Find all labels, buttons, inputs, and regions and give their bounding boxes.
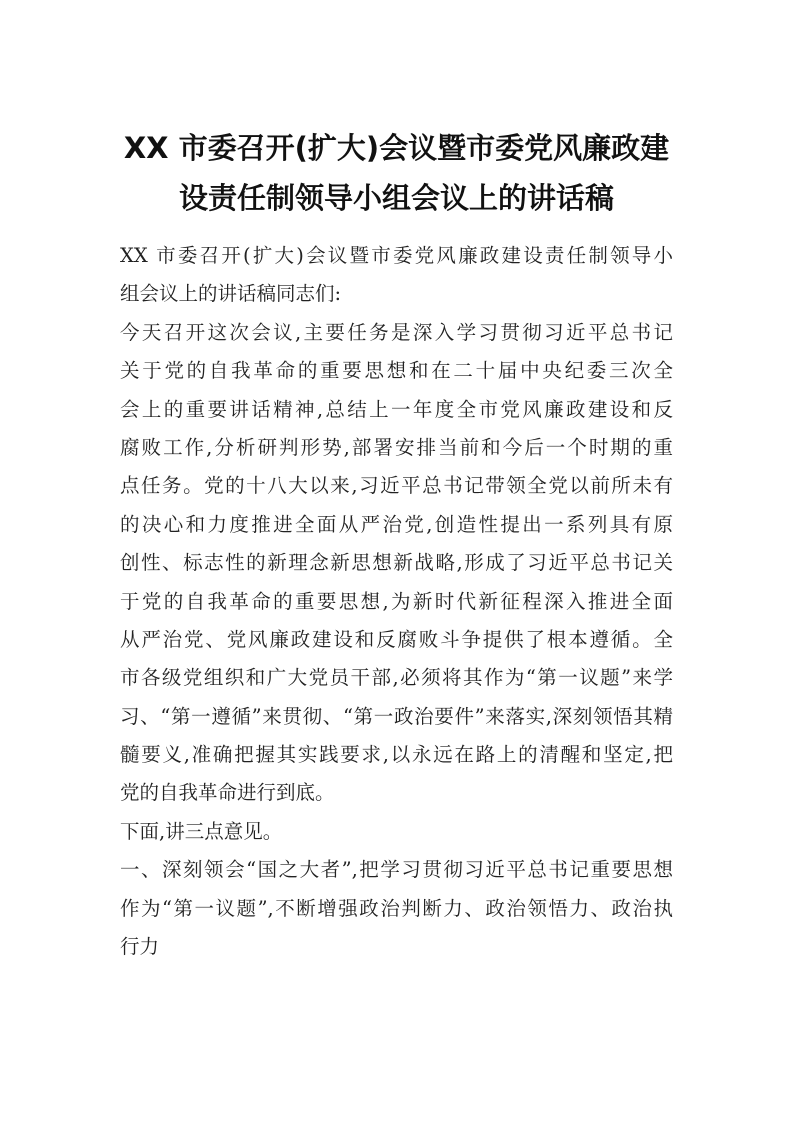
body-line: 今天召开这次会议,主要任务是深入学习贯彻习近平总书记: [120, 320, 673, 344]
body-line: 创性、标志性的新理念新思想新战略,形成了习近平总书记关: [120, 551, 673, 575]
body-line: XX 市委召开(扩大)会议暨市委党风廉政建设责任制领导小: [120, 244, 673, 267]
body-line: 髓要义,准确把握其实践要求,以永远在路上的清醒和坚定,把: [120, 743, 673, 767]
body-line: 行力: [120, 935, 160, 959]
document-title-line-2: 设责任制领导小组会议上的讲话稿: [178, 181, 614, 215]
body-line: 市各级党组织和广大党员干部,必须将其作为“第一议题”来学: [120, 666, 673, 690]
body-line: 关于党的自我革命的重要思想和在二十届中央纪委三次全: [120, 359, 673, 383]
body-line: 下面,讲三点意见。: [120, 819, 283, 843]
body-line: 组会议上的讲话稿同志们:: [120, 282, 342, 306]
body-line: 一、深刻领会“国之大者”,把学习贯彻习近平总书记重要思想: [120, 858, 673, 882]
body-line: 于党的自我革命的重要思想,为新时代新征程深入推进全面: [120, 589, 673, 613]
body-line: 点任务。党的十八大以来,习近平总书记带领全党以前所未有: [120, 474, 673, 498]
body-line: 习、“第一遵循”来贯彻、“第一政治要件”来落实,深刻领悟其精: [120, 704, 673, 728]
body-line: 的决心和力度推进全面从严治党,创造性提出一系列具有原: [120, 512, 673, 536]
body-line: 作为“第一议题”,不断增强政治判断力、政治领悟力、政治执: [120, 896, 673, 920]
document-title-line-1: XX 市委召开(扩大)会议暨市委党风廉政建: [123, 131, 670, 165]
document-body: [120, 237, 673, 966]
body-line: 党的自我革命进行到底。: [120, 781, 335, 805]
body-line: 会上的重要讲话精神,总结上一年度全市党风廉政建设和反: [120, 397, 673, 421]
body-line: 从严治党、党风廉政建设和反腐败斗争提供了根本遵循。全: [120, 627, 673, 651]
body-line: 腐败工作,分析研判形势,部署安排当前和今后一个时期的重: [120, 435, 673, 459]
